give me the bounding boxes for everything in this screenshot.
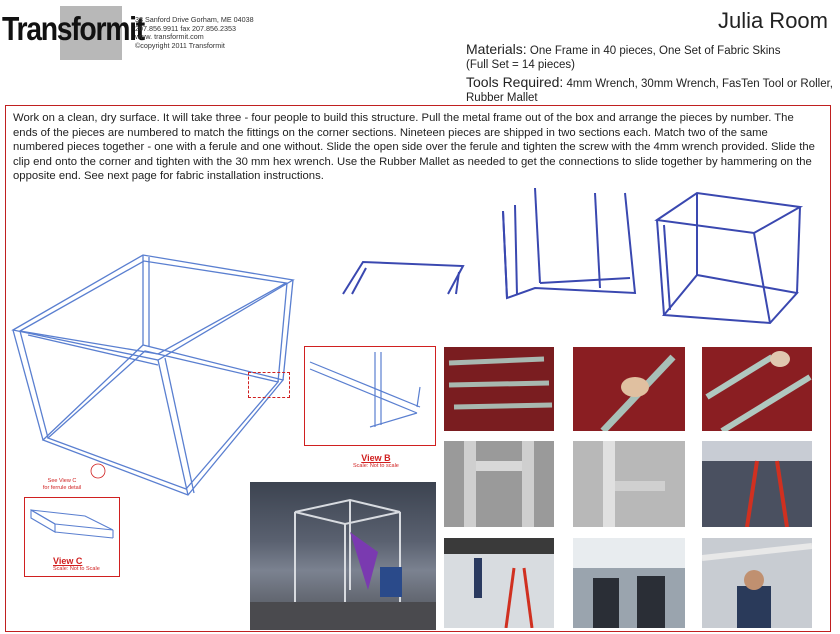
tools-label: Tools Required: (466, 74, 564, 90)
materials-label: Materials: (466, 41, 527, 57)
photo-wrench (702, 347, 812, 431)
address-block (135, 16, 254, 50)
photo-pieces (444, 347, 554, 431)
address-line: 33 Sanford Drive Gorham, ME 04038 (135, 15, 254, 24)
photo-frame-outline (250, 482, 436, 630)
photo-team-lift (444, 538, 554, 628)
view-c-scale: Scale: Not to Scale (53, 566, 100, 572)
view-b-label: View B (361, 453, 391, 463)
step-1-drawing (338, 252, 468, 300)
materials-block (466, 42, 836, 105)
copyright-line: ©copyright 2011 Transformit (135, 40, 225, 50)
view-b-drawing (305, 347, 435, 445)
step-2-drawing (495, 183, 645, 305)
tools-text: 4mm Wrench, 30mm Wrench, FasTen Tool or Roller, (566, 78, 833, 90)
view-b-caption (353, 453, 399, 469)
photo-overhead-connect (702, 538, 812, 628)
view-c-detail (24, 497, 120, 577)
instruction-text: Work on a clean, dry surface. It will take three - four people to build this structure. Pull the metal frame out of the box and arrange the pieces by number. The ends of the pieces are numbered to match the fittings on the corner sections. Nineteen pieces are shipped in two sections each. Match two of the same numbered pieces together - one with a ferule and one without. Slide the open side over the ferule and tighten the screw with the 4mm wrench provided. Slide the clip end onto the corner and tighten with the 30 mm hex wrench. Use the Rubber Mallet as needed to get the connections to slide together by hammering on the opposite end. See next page for fabric installation instructions. (13, 112, 815, 183)
page-title: Julia Room (717, 8, 828, 33)
logo: Transformit (2, 10, 144, 47)
photo-corner-inside-1 (444, 441, 554, 527)
view-b-scale: Scale: Not to scale (353, 463, 399, 469)
view-c-callout: See View C for ferrule detail (42, 478, 82, 491)
full-set-text: (Full Set = 14 pieces) (466, 59, 575, 71)
website-line: www. transformit.com (135, 32, 204, 42)
view-c-label: View C (53, 556, 83, 566)
photo-hand-connect (573, 347, 685, 431)
assembled-frame-photo (250, 482, 436, 630)
photo-corner-inside-2 (573, 441, 685, 527)
photo-ladder (702, 441, 812, 527)
phone-line: 207.856.9911 fax 207.856.2353 (135, 23, 236, 33)
step-3-drawing (652, 185, 804, 327)
view-b-marker (248, 372, 290, 398)
view-c-drawing (25, 498, 119, 546)
materials-text: One Frame in 40 pieces, One Set of Fabric Skins (529, 45, 781, 57)
tools-text-2: Rubber Mallet (466, 92, 538, 104)
view-b-detail (304, 346, 436, 446)
photo-raising-frame (573, 538, 685, 628)
